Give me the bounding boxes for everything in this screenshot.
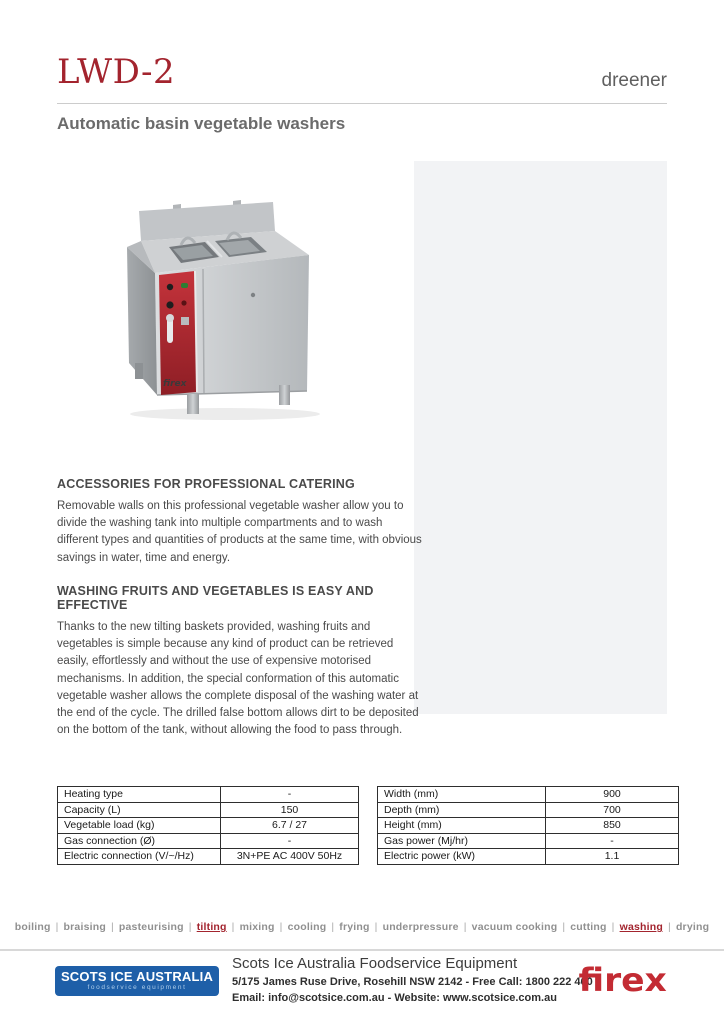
spec-label: Heating type — [58, 787, 221, 803]
category-separator: | — [331, 921, 335, 933]
category-nav — [0, 921, 724, 933]
category-separator: | — [188, 921, 192, 933]
category-item-drying[interactable]: drying — [675, 921, 710, 933]
firex-logo: firex — [578, 961, 667, 999]
table-row — [378, 787, 679, 803]
spec-label: Gas power (Mj/hr) — [378, 833, 546, 849]
category-separator: | — [463, 921, 467, 933]
category-item-frying[interactable]: frying — [339, 921, 370, 933]
category-item-pasteurising[interactable]: pasteurising — [118, 921, 184, 933]
table-row — [378, 818, 679, 834]
category-item-washing[interactable]: washing — [619, 921, 663, 933]
table-row — [378, 833, 679, 849]
page-title: LWD-2 — [57, 52, 176, 92]
header-divider — [57, 103, 667, 104]
section-heading: ACCESSORIES FOR PROFESSIONAL CATERING — [57, 477, 355, 491]
category-item-boiling[interactable]: boiling — [14, 921, 51, 933]
company-name: Scots Ice Australia Foodservice Equipment — [232, 955, 518, 972]
section-heading: WASHING FRUITS AND VEGETABLES IS EASY AND EFFECTIVE — [57, 584, 374, 612]
product-image — [115, 195, 327, 423]
category-item-vacuum-cooking[interactable]: vacuum cooking — [471, 921, 558, 933]
spec-label: Width (mm) — [378, 787, 546, 803]
spec-table-left — [57, 786, 359, 865]
category-item-cutting[interactable]: cutting — [570, 921, 607, 933]
category-separator: | — [279, 921, 283, 933]
image-backdrop — [414, 161, 667, 714]
spec-label: Gas connection (Ø) — [58, 833, 221, 849]
spec-value: 700 — [546, 802, 679, 818]
footer-divider — [0, 949, 724, 951]
spec-value: - — [221, 787, 359, 803]
spec-value: 1.1 — [546, 849, 679, 865]
product-line-name: dreener — [601, 70, 667, 91]
company-info — [232, 955, 593, 1004]
page-subtitle: Automatic basin vegetable washers — [57, 114, 346, 133]
category-item-cooling[interactable]: cooling — [287, 921, 327, 933]
section-accessories — [57, 477, 425, 567]
spec-label: Electric connection (V/~/Hz) — [58, 849, 221, 865]
category-item-mixing[interactable]: mixing — [239, 921, 275, 933]
table-row — [58, 802, 359, 818]
category-item-tilting[interactable]: tilting — [196, 921, 227, 933]
spec-value: 150 — [221, 802, 359, 818]
scots-ice-logo-title: SCOTS ICE AUSTRALIA — [60, 969, 214, 984]
spec-value: 850 — [546, 818, 679, 834]
category-separator: | — [611, 921, 615, 933]
category-separator: | — [55, 921, 59, 933]
spec-label: Height (mm) — [378, 818, 546, 834]
spec-label: Vegetable load (kg) — [58, 818, 221, 834]
category-separator: | — [562, 921, 566, 933]
spec-value: 900 — [546, 787, 679, 803]
table-row — [58, 787, 359, 803]
table-row — [378, 802, 679, 818]
category-separator: | — [374, 921, 378, 933]
table-row — [58, 818, 359, 834]
spec-label: Electric power (kW) — [378, 849, 546, 865]
spec-value: - — [546, 833, 679, 849]
spec-value: - — [221, 833, 359, 849]
spec-table-right — [377, 786, 679, 865]
table-row — [58, 833, 359, 849]
category-separator: | — [231, 921, 235, 933]
spec-value: 3N+PE AC 400V 50Hz — [221, 849, 359, 865]
category-separator: | — [110, 921, 114, 933]
section-washing — [57, 584, 425, 739]
scots-ice-logo-tagline: foodservice equipment — [87, 984, 187, 991]
section-body: Removable walls on this professional vegetable washer allow you to divide the washing tank into multiple compartments and to wash different types and quantities of products at the same time, with obvious savings in water, time and energy. — [57, 500, 422, 564]
panel-brand-logo: firex — [163, 379, 187, 389]
spec-label: Capacity (L) — [58, 802, 221, 818]
section-body: Thanks to the new tilting baskets provided, washing fruits and vegetables is simple because any kind of product can be retrieved easily, effortlessly and without the use of expensive motorised mechanisms. In addition, the special conformation of this automatic vegetable washer allows the complete disposal of the washing water at the end of the cycle. The drilled false bottom allows dirt to be deposited on the bottom of the tank, without allowing the food to pass through. — [57, 621, 419, 737]
scots-ice-logo — [55, 966, 219, 996]
category-item-braising[interactable]: braising — [63, 921, 106, 933]
company-address: 5/175 James Ruse Drive, Rosehill NSW 2142 - Free Call: 1800 222 460 — [232, 976, 593, 988]
spec-label: Depth (mm) — [378, 802, 546, 818]
spec-value: 6.7 / 27 — [221, 818, 359, 834]
category-item-underpressure[interactable]: underpressure — [382, 921, 459, 933]
category-separator: | — [668, 921, 671, 933]
table-row — [378, 849, 679, 865]
company-contact: Email: info@scotsice.com.au - Website: www.scotsice.com.au — [232, 992, 557, 1004]
table-row — [58, 849, 359, 865]
